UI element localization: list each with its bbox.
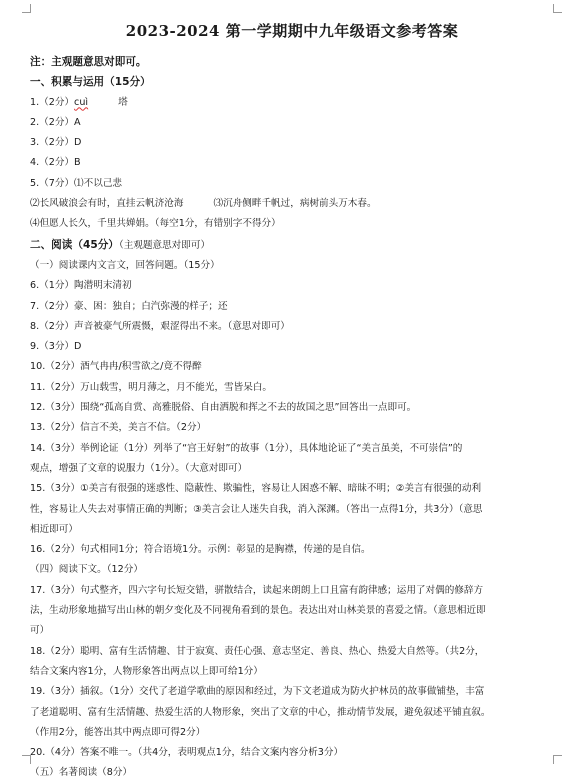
answer-10: 10.（2分）酒气冉冉/积雪欲之/竟不得醉 — [30, 361, 202, 373]
section-heading-2: 二、阅读（45分）（主观题意思对即可） — [30, 238, 211, 251]
answer-5-line-3: ⑷但愿人长久，千里共婵娟。（每空1分，有错别字不得分） — [30, 218, 281, 230]
answer-17-line-1: 17.（3分）句式整齐，四六字句长短交错，骈散结合，读起来朗朗上口且富有韵律感；运用了对偶的修辞方 — [30, 584, 484, 596]
answer-13: 13.（2分）信言不美，美言不信。（2分） — [30, 422, 207, 434]
answer-19-line-3: （作用2分，能答出其中两点即可得2分） — [30, 726, 206, 738]
answer-7: 7.（2分）豪、困：独自；白汽弥漫的样子；还 — [30, 300, 228, 312]
answer-11: 11.（2分）万山载雪，明月薄之，月不能光，雪皆呆白。 — [30, 381, 273, 393]
answer-8: 8.（2分）声音被豪气所震慑，艰涩得出不来。（意思对即可） — [30, 320, 290, 332]
answer-19-line-1: 19.（3分）插叙。（1分）交代了老道学歌曲的原因和经过，为下文老道成为防火护林员的故事做铺垫，丰富 — [30, 686, 485, 698]
pinyin-answer: cuì — [74, 96, 89, 108]
answer-6: 6.（1分）陶潜明末清初 — [30, 280, 132, 292]
answer-5-line-1: 5.（7分）⑴不以己悲 — [30, 177, 123, 189]
answer-16: 16.（2分）句式相同1分；符合语境1分。示例：彰显的是胸襟，传递的是自信。 — [30, 544, 371, 556]
answer-4: 4.（2分）B — [30, 157, 81, 169]
crop-mark-top-right — [553, 4, 562, 13]
answer-15-line-2: 性，容易让人失去对事情正确的判断；③美言会让人迷失自我，消入深渊。（答出一点得1分，共3分）（意思 — [30, 503, 483, 515]
answer-14-line-1: 14.（3分）举例论证（1分）列举了“宫王好射”的故事（1分），具体地论证了“美言虽美，不可崇信”的 — [30, 442, 463, 454]
part-heading-1: （一）阅读课内文言文，回答问题。（15分） — [30, 259, 220, 271]
answer-14-line-2: 观点，增强了文章的说服力（1分）。（大意对即可） — [30, 462, 248, 474]
answer-18-line-2: 结合文案内容1分，人物形象答出两点以上即可给1分） — [30, 665, 263, 677]
crop-mark-top-left — [22, 4, 31, 13]
answer-12: 12.（3分）围绕“孤高自赏、高雅脱俗、自由洒脱和挥之不去的故国之思”回答出一点即可。 — [30, 402, 417, 414]
note: 注：主观题意思对即可。 — [30, 56, 147, 68]
answer-15-line-1: 15.（3分）①美言有很强的迷惑性、隐蔽性、欺骗性，容易让人困惑不解、暗昧不明；②美言有很强的动利 — [30, 483, 482, 495]
answer-9: 9.（3分）D — [30, 341, 82, 353]
answer-1: 1.（2分）cuì 塔 — [30, 96, 128, 108]
answer-20: 20.（4分）答案不唯一。（共4分，表明观点1分，结合文案内容分析3分） — [30, 747, 344, 759]
answer-2: 2.（2分）A — [30, 116, 81, 128]
section-heading-1: 一、积累与运用（15分） — [30, 76, 151, 89]
answer-15-line-3: 相近即可） — [30, 523, 78, 535]
part-heading-4: （四）阅读下文。（12分） — [30, 564, 143, 576]
answer-17-line-3: 可） — [30, 625, 50, 637]
page-title: 2023-2024 第一学期期中九年级语文参考答案 — [125, 22, 459, 40]
answer-18-line-1: 18.（2分）聪明、富有生活情趣、甘于寂寞、责任心强、意志坚定、善良、热心、热爱大自然等。（共2分， — [30, 645, 485, 657]
part-heading-5: （五）名著阅读（8分） — [30, 767, 133, 779]
answer-19-line-2: 了老道聪明、富有生活情趣、热爱生活的人物形象，突出了文章的中心，推动情节发展，避免叙述平铺直叙。 — [30, 706, 491, 718]
answer-5-line-2: ⑵长风破浪会有时，直挂云帆济沧海 ⑶沉舟侧畔千帆过，病树前头万木春。 — [30, 198, 377, 210]
answer-3: 3.（2分）D — [30, 137, 82, 149]
answer-17-line-2: 法，生动形象地描写出山林的朝夕变化及不同视角看到的景色。表达出对山林美景的喜爱之情。（意思相近即 — [30, 605, 486, 617]
answer-list — [30, 52, 562, 784]
